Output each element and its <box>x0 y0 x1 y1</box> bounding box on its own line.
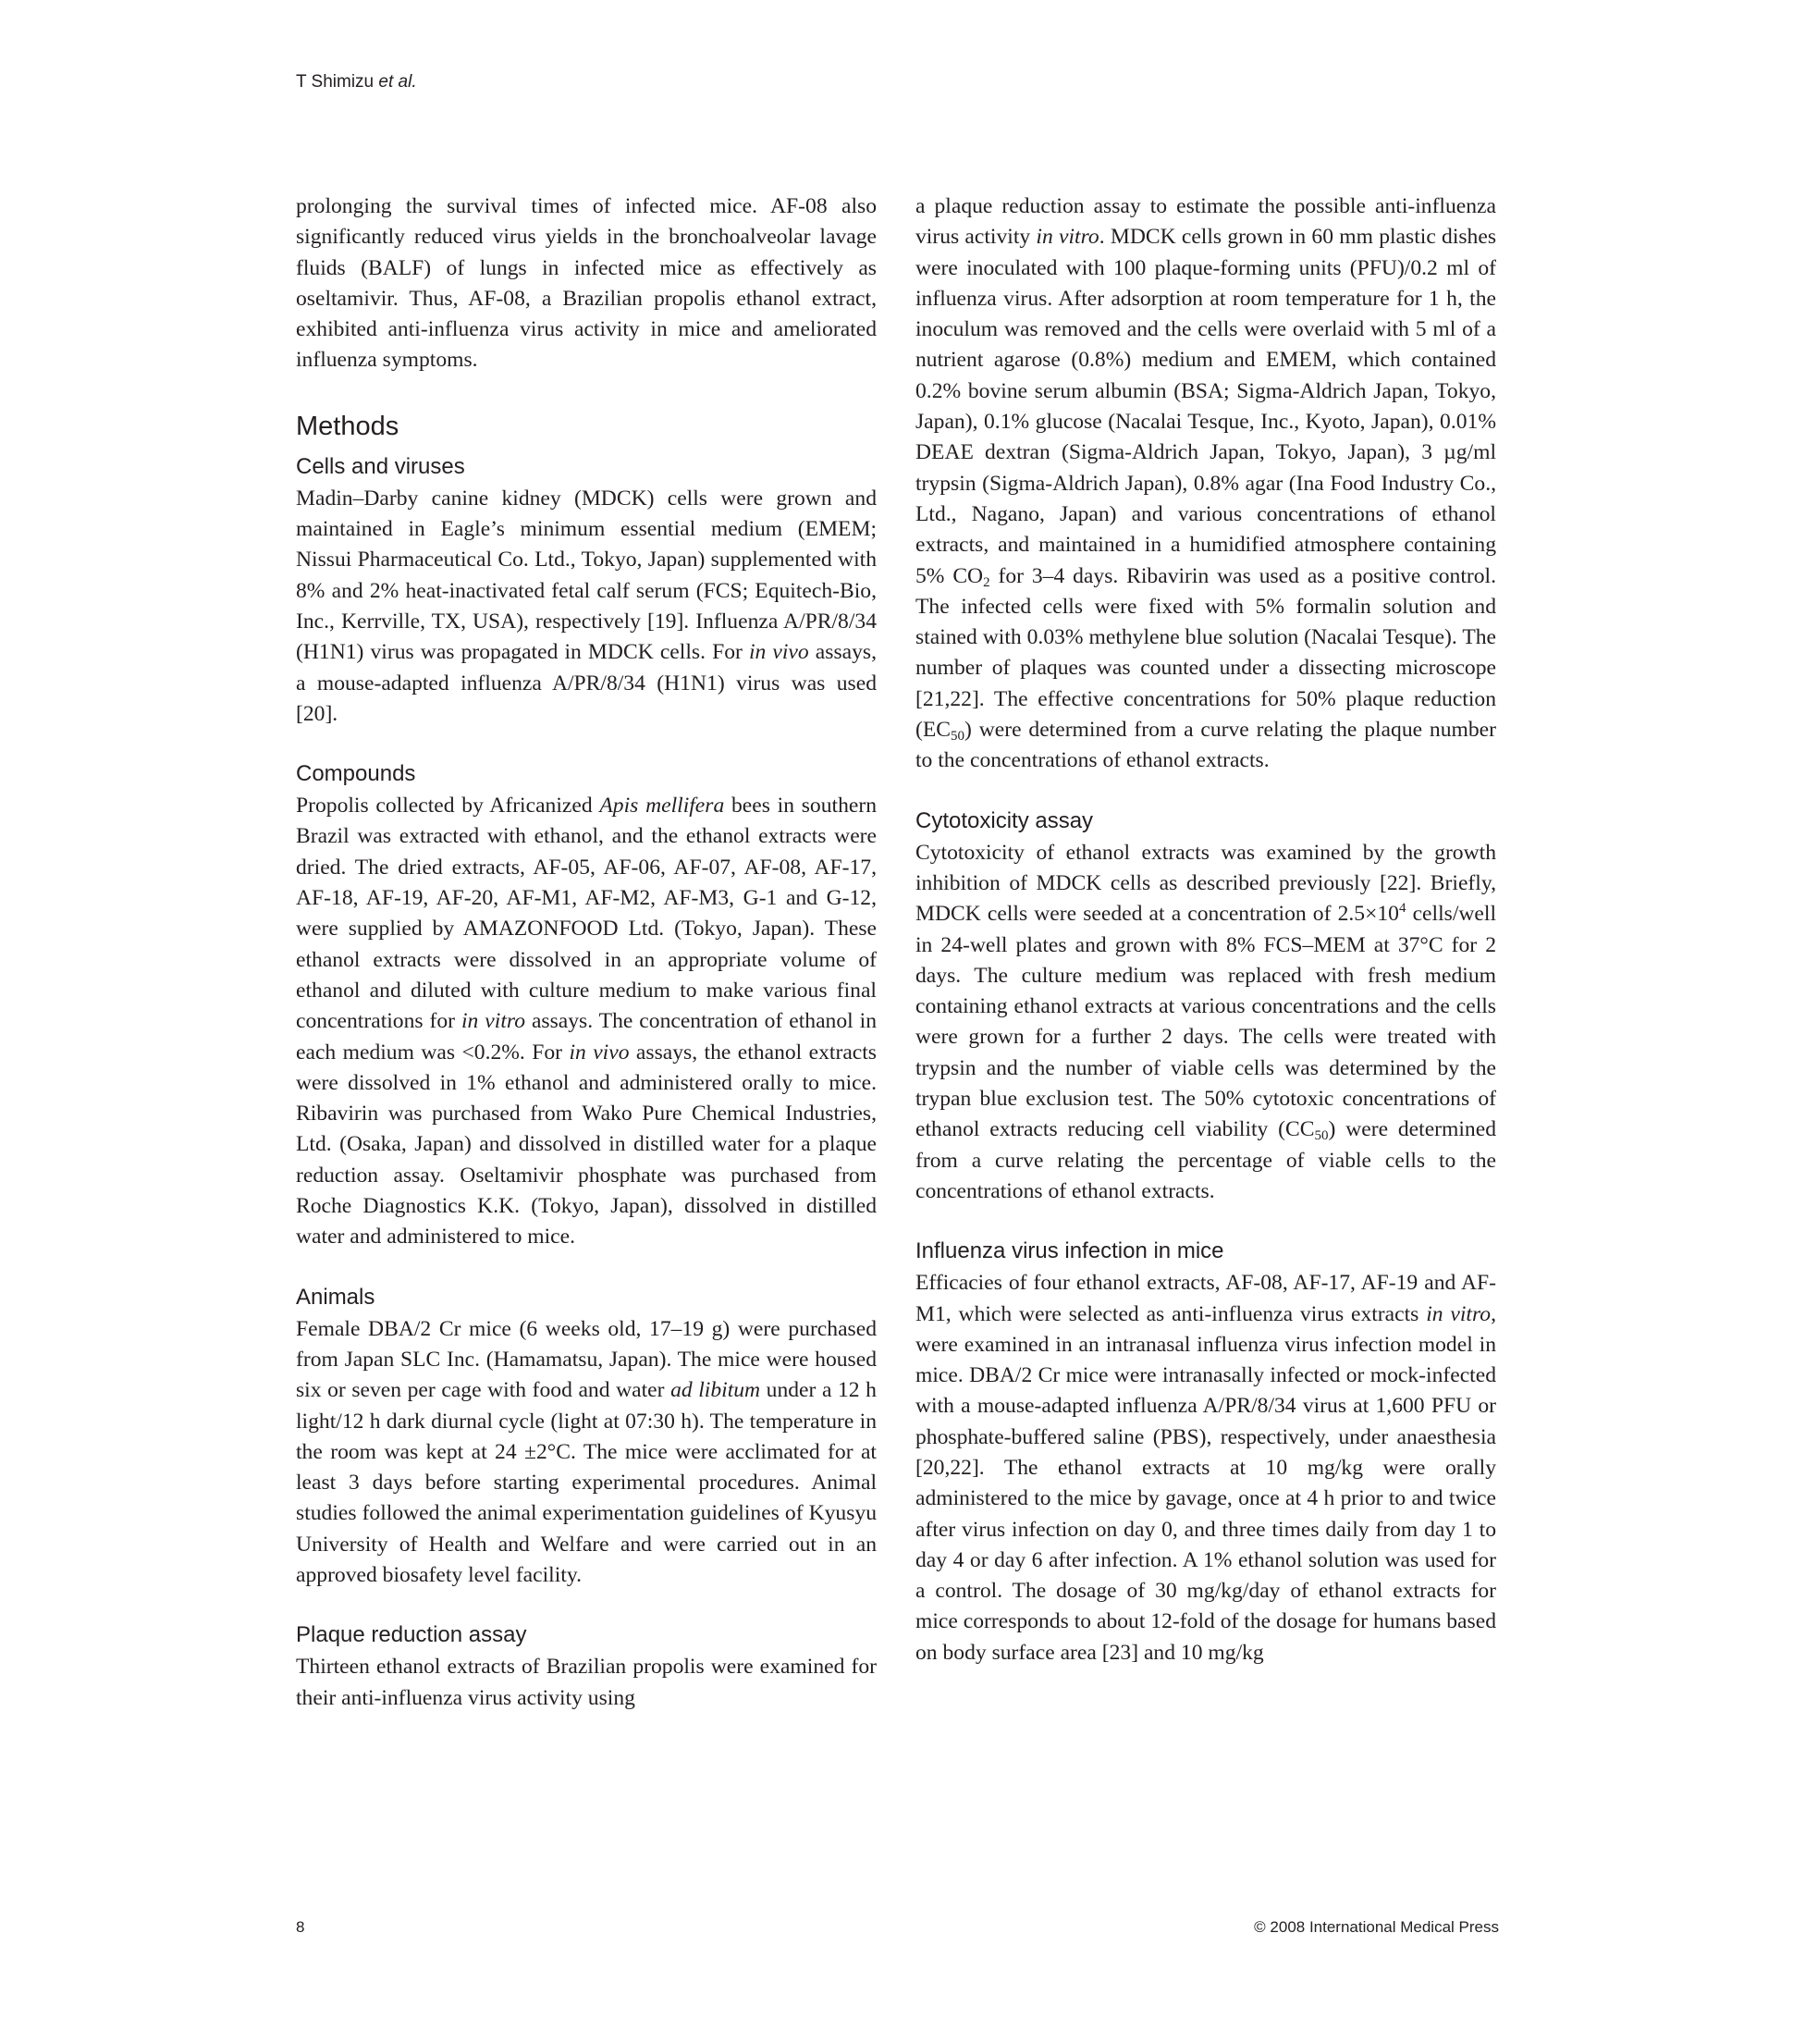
plaque-paragraph: Thirteen ethanol extracts of Brazilian propolis were examined for their anti-influenza virus activity using <box>296 1655 877 1710</box>
compounds-paragraph <box>296 791 877 1252</box>
plaque-heading: Plaque reduction assay <box>296 1622 527 1648</box>
influenza-paragraph <box>915 1268 1496 1668</box>
influenza-heading: Influenza virus infection in mice <box>915 1238 1224 1264</box>
animals-paragraph <box>296 1314 877 1592</box>
text-run: assays. The concentration of ethanol in each medium was <0.2%. For <box>296 1009 877 1065</box>
text-run: Propolis collected by Africanized <box>296 794 600 819</box>
text-run: Madin–Darby canine kidney (MDCK) cells were grown and maintained in Eagle’s minimum essential medium (EMEM; Nissui Pharmaceutical Co. Ltd., Tokyo, Japan) supplemented with 8% and 2% heat-inactivated fetal calf serum (FCS; Equitech-Bio, Inc., Kerrville, TX, USA), respectively [19]. Influenza A/PR/8/34 (H1N1) virus was propagated in MDCK cells. For <box>296 486 877 665</box>
methods-heading: Methods <box>296 411 399 441</box>
cells-heading: Cells and viruses <box>296 453 465 479</box>
text-run: ) were determined from a curve relating the plaque number to the concentrations of ethanol extracts. <box>915 718 1496 773</box>
italic-run: in vitro <box>1036 225 1099 250</box>
plaque-continued-paragraph <box>915 191 1496 777</box>
text-run: for 3–4 days. Ribavirin was used as a positive control. The infected cells were fixed with 5% formalin solution and stained with 0.03% methylene blue solution (Nacalai Tesque). The number of plaques was counted under a dissecting microscope [21,22]. The effective concentrations for 50% plaque reduction (EC <box>915 563 1496 743</box>
italic-run: in vitro <box>1426 1301 1492 1326</box>
cytotoxicity-heading: Cytotoxicity assay <box>915 807 1094 833</box>
subscript: 50 <box>1314 1128 1329 1144</box>
page-number: 8 <box>296 1918 305 1936</box>
subscript: 2 <box>983 574 990 590</box>
text-run: assays, a mouse-adapted influenza A/PR/8/34 (H1N1) virus was used [20]. <box>296 640 877 726</box>
copyright-notice: © 2008 International Medical Press <box>1254 1918 1499 1936</box>
text-run: under a 12 h light/12 h dark diurnal cycle (light at 07:30 h). The temperature in the room was kept at 24 ±2°C. The mice were acclimated for at least 3 days before starting experimental procedures. Animal studies followed the animal experimentation guidelines of Kyusyu University of Health and Welfare and were carried out in an approved biosafety level facility. <box>296 1378 877 1587</box>
superscript: 4 <box>1398 901 1406 917</box>
header-etal: et al. <box>378 72 417 92</box>
cytotoxicity-paragraph <box>915 838 1496 1208</box>
italic-run: in vivo <box>569 1040 630 1065</box>
header-author: T Shimizu <box>296 72 375 92</box>
text-run: Female DBA/2 Cr mice (6 weeks old, 17–19 g) were purchased from Japan SLC Inc. (Hamamatsu, Japan). The mice were housed six or seven per cage with food and water <box>296 1316 877 1403</box>
italic-run: ad libitum <box>670 1378 761 1403</box>
intro-paragraph: prolonging the survival times of infected mice. AF-08 also significantly reduced virus yields in the bronchoalveolar lavage fluids (BALF) of lungs in infected mice as effectively as oseltamivir. Thus, AF-08, a Brazilian propolis ethanol extract, exhibited anti-influenza virus activity in mice and ameliorated influenza symptoms. <box>296 194 877 373</box>
italic-run: in vivo <box>748 640 809 665</box>
text-run: . MDCK cells grown in 60 mm plastic dishes were inoculated with 100 plaque-forming units (PFU)/0.2 ml of influenza virus. After adsorption at room temperature for 1 h, the inoculum was removed and the cells were overlaid with 5 ml of a nutrient agarose (0.8%) medium and EMEM, which contained 0.2% bovine serum albumin (BSA; Sigma-Aldrich Japan, Tokyo, Japan), 0.1% glucose (Nacalai Tesque, Inc., Kyoto, Japan), 0.01% DEAE dextran (Sigma-Aldrich Japan, Tokyo, Japan), 3 µg/ml trypsin (Sigma-Aldrich Japan), 0.8% agar (Ina Food Industry Co., Ltd., Nagano, Japan) and various concentrations of ethanol extracts, and maintained in a humidified atmosphere containing 5% CO <box>915 225 1497 588</box>
compounds-heading: Compounds <box>296 761 416 787</box>
italic-run: Apis mellifera <box>599 794 725 819</box>
text-run: ) were determined from a curve relating the percentage of viable cells to the concentrations of ethanol extracts. <box>915 1117 1496 1203</box>
text-run: Cytotoxicity of ethanol extracts was examined by the growth inhibition of MDCK cells as described previously [22]. Briefly, MDCK cells were seeded at a concentration of 2.5×10 <box>915 840 1496 927</box>
text-run: cells/well in 24-well plates and grown with 8% FCS–MEM at 37°C for 2 days. The culture medium was replaced with fresh medium containing ethanol extracts at various concentrations and the cells were grown for a further 2 days. The cells were treated with trypsin and the number of viable cells was determined by the trypan blue exclusion test. The 50% cytotoxic concentrations of ethanol extracts reducing cell viability (CC <box>915 902 1497 1142</box>
running-header <box>296 72 417 92</box>
left-column <box>296 191 877 1714</box>
text-run: assays, the ethanol extracts were dissolved in 1% ethanol and administered orally to mice. Ribavirin was purchased from Wako Pure Chemical Industries, Ltd. (Osaka, Japan) and dissolved in distilled water for a plaque reduction assay. Oseltamivir phosphate was purchased from Roche Diagnostics K.K. (Tokyo, Japan), dissolved in distilled water and administered to mice. <box>296 1040 877 1250</box>
text-run: , were examined in an intranasal influenza virus infection model in mice. DBA/2 Cr mice were intranasally infected or mock-infected with a mouse-adapted influenza A/PR/8/34 virus at 1,600 PFU or phosphate-buffered saline (PBS), respectively, under anaesthesia [20,22]. The ethanol extracts at 10 mg/kg were orally administered to the mice by gavage, once at 4 h prior to and twice after virus infection on day 0, and three times daily from day 1 to day 4 or day 6 after infection. A 1% ethanol solution was used for a control. The dosage of 30 mg/kg/day of ethanol extracts for mice corresponds to about 12-fold of the dosage for humans based on body surface area [23] and 10 mg/kg <box>915 1301 1496 1665</box>
cells-paragraph <box>296 484 877 730</box>
text-run: bees in southern Brazil was extracted with ethanol, and the ethanol extracts were dried. The dried extracts, AF-05, AF-06, AF-07, AF-08, AF-17, AF-18, AF-19, AF-20, AF-M1, AF-M2, AF-M3, G-1 and G-12, were supplied by AMAZONFOOD Ltd. (Tokyo, Japan). These ethanol extracts were dissolved in an appropriate volume of ethanol and diluted with culture medium to make various final concentrations for <box>296 794 877 1034</box>
subscript: 50 <box>951 729 965 745</box>
italic-run: in vitro <box>461 1009 525 1034</box>
right-column <box>915 191 1496 1668</box>
animals-heading: Animals <box>296 1284 375 1310</box>
text-run: a plaque reduction assay to estimate the possible anti-influenza virus activity <box>915 194 1496 250</box>
text-run: Efficacies of four ethanol extracts, AF-08, AF-17, AF-19 and AF-M1, which were selected as anti-influenza virus extracts <box>915 1271 1496 1326</box>
